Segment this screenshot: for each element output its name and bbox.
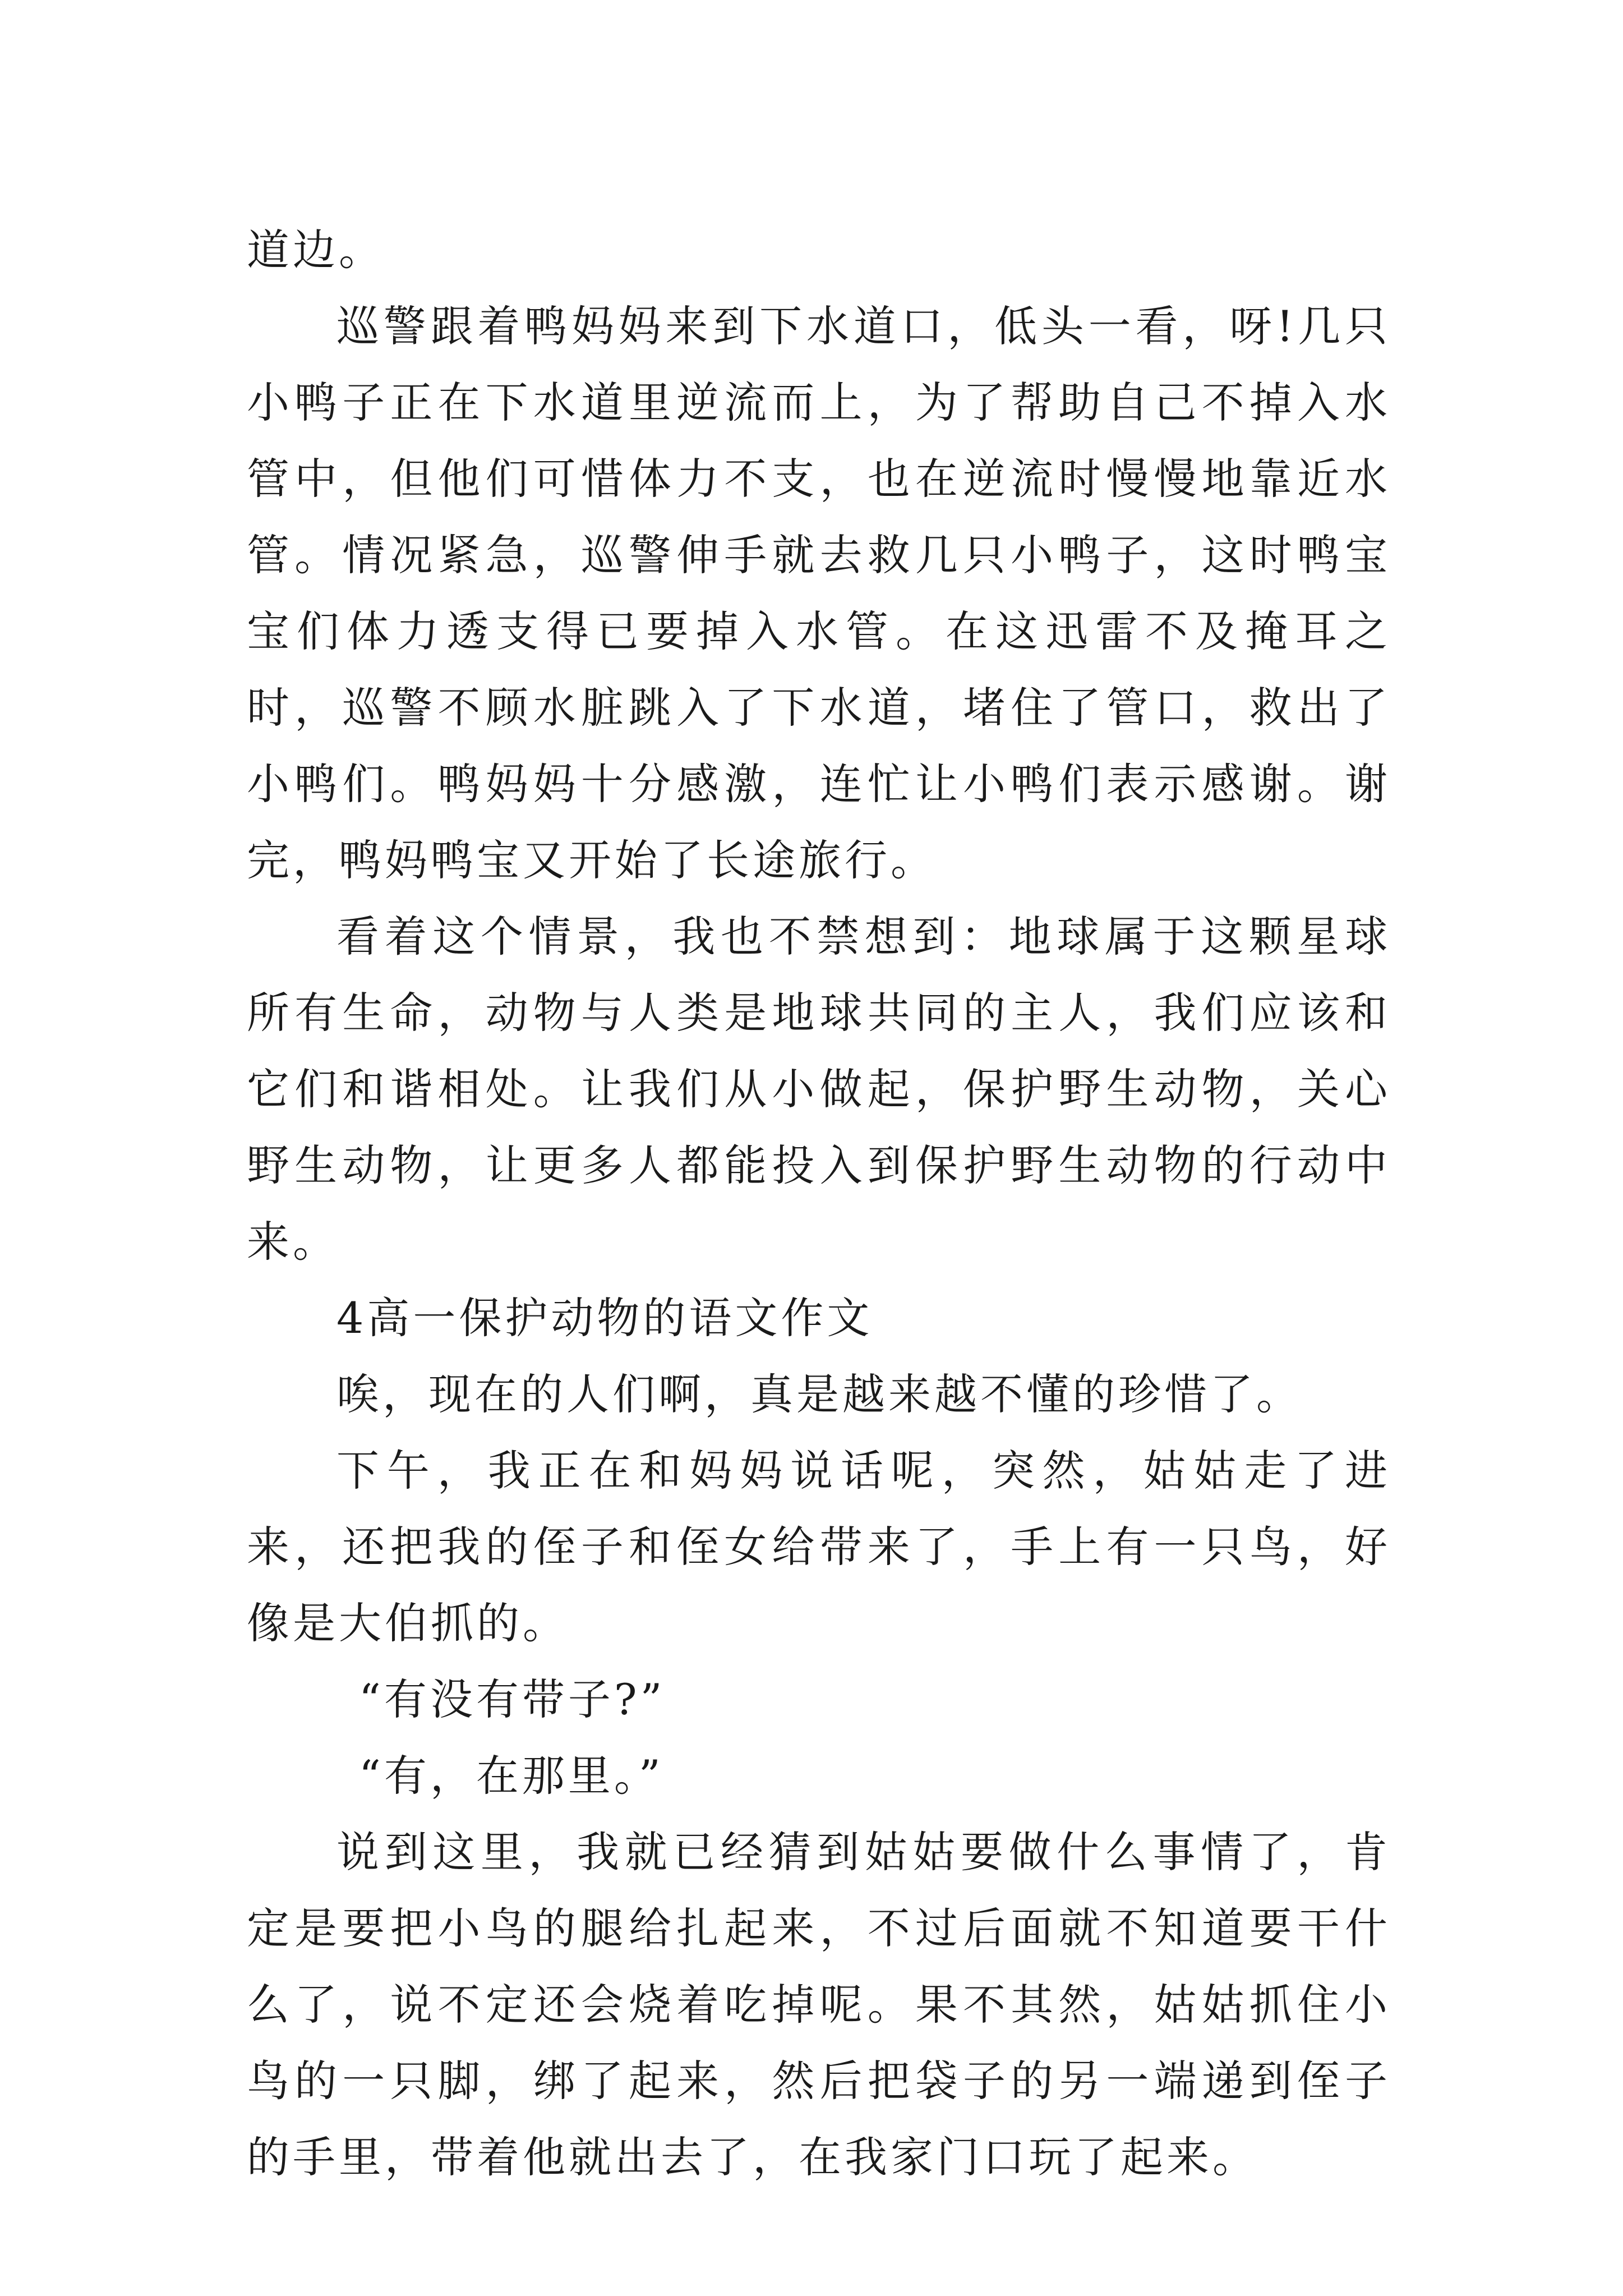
paragraph-reflection: 看着这个情景，我也不禁想到：地球属于这颗星球所有生命，动物与人类是地球共同的主人，我们应该和它们和谐相处。让我们从小做起，保护野生动物，关心野生动物，让更多人都能投入到保护野生动物的行动中来。 <box>247 912 1391 1267</box>
document-body <box>247 212 1391 2196</box>
paragraph-afternoon: 下午，我正在和妈妈说话呢，突然，姑姑走了进来，还把我的侄子和侄女给带来了，手上有一只鸟，好像是大伯抓的。 <box>247 1446 1391 1648</box>
essay-heading: 4高一保护动物的语文作文 <box>336 1293 873 1343</box>
paragraph-sigh: 唉，现在的人们啊，真是越来越不懂的珍惜了。 <box>336 1369 1302 1419</box>
paragraph-continuation: 道边。 <box>247 225 385 275</box>
dialogue-answer: “有，在那里。” <box>359 1751 664 1801</box>
paragraph-police-rescue: 巡警跟着鸭妈妈来到下水道口，低头一看，呀!几只小鸭子正在下水道里逆流而上，为了帮助自己不掉入水管中，但他们可惜体力不支，也在逆流时慢慢地靠近水管。情况紧急，巡警伸手就去救几只小鸭子，这时鸭宝宝们体力透支得已要掉入水管。在这迅雷不及掩耳之时，巡警不顾水脏跳入了下水道，堵住了管口，救出了小鸭们。鸭妈妈十分感激，连忙让小鸭们表示感谢。谢完，鸭妈鸭宝又开始了长途旅行。 <box>247 301 1391 885</box>
paragraph-bird-tied: 说到这里，我就已经猜到姑姑要做什么事情了，肯定是要把小鸟的腿给扎起来，不过后面就不知道要干什么了，说不定还会烧着吃掉呢。果不其然，姑姑抓住小鸟的一只脚，绑了起来，然后把袋子的另一端递到侄子的手里，带着他就出去了，在我家门口玩了起来。 <box>247 1827 1391 2182</box>
dialogue-question: “有没有带子?” <box>359 1674 666 1724</box>
